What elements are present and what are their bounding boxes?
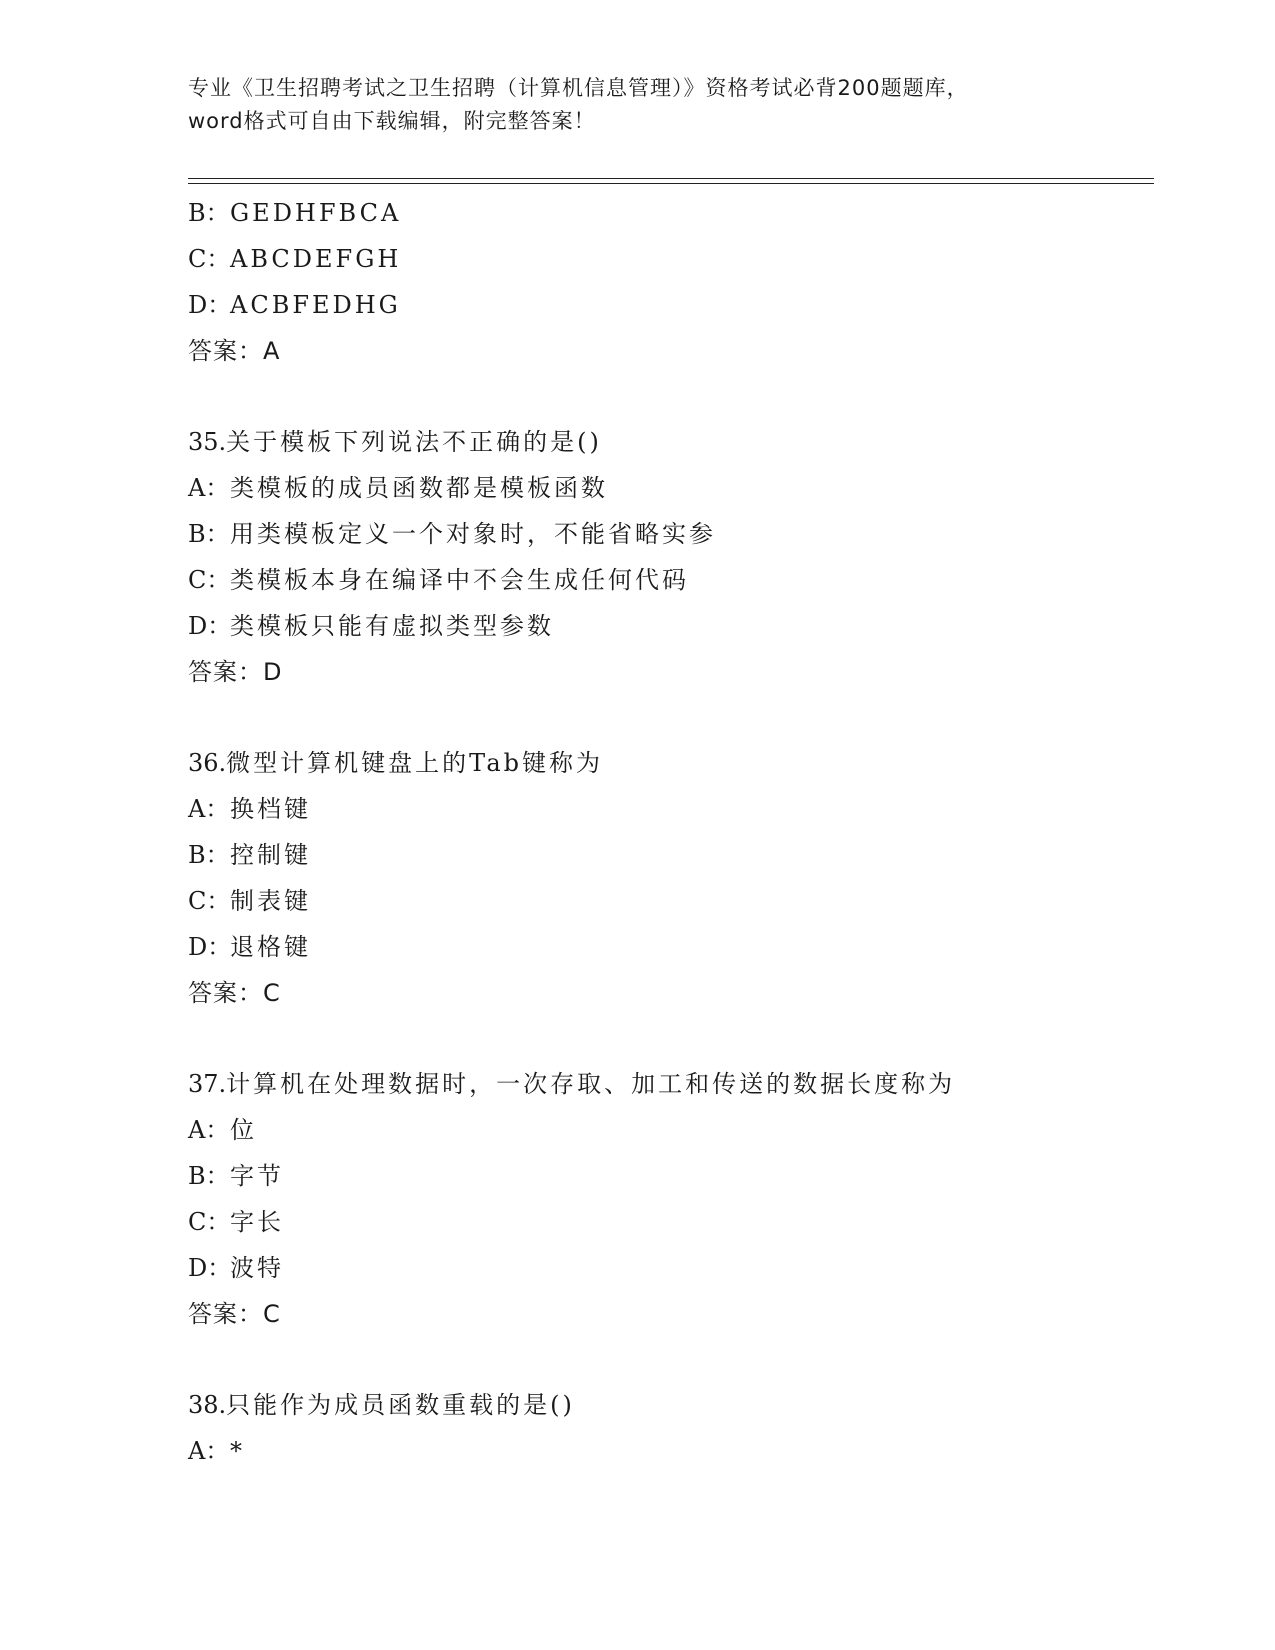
spacer [188, 1337, 1154, 1382]
option-text: 类模板本身在编译中不会生成任何代码 [230, 566, 689, 594]
question-number: 37. [188, 1070, 227, 1098]
question-text: 计算机在处理数据时，一次存取、加工和传送的数据长度称为 [226, 1070, 956, 1098]
answer-line: 答案：C [188, 1300, 281, 1328]
answer-line: 答案：C [188, 979, 281, 1007]
option-letter: C： [188, 566, 231, 594]
option-text: 制表键 [230, 887, 311, 915]
question-stem [188, 419, 1154, 465]
header-title-line-2: word格式可自由下载编辑，附完整答案！ [188, 109, 596, 133]
option-text: ABCDEFGH [230, 245, 402, 273]
document-header [188, 72, 1088, 138]
option-text: 类模板只能有虚拟类型参数 [230, 612, 554, 640]
option-text: 换档键 [230, 795, 311, 823]
question-block-36 [188, 740, 1154, 1016]
option-line [188, 557, 1154, 603]
option-letter: B： [188, 1162, 230, 1190]
option-letter: B： [188, 841, 230, 869]
option-line [188, 511, 1154, 557]
option-line [188, 1199, 1154, 1245]
option-letter: A： [188, 1437, 230, 1465]
question-text: 关于模板下列说法不正确的是() [226, 428, 602, 456]
option-letter: A： [188, 474, 230, 502]
question-text: 只能作为成员函数重载的是() [226, 1391, 575, 1419]
option-line [188, 832, 1154, 878]
option-letter: C： [188, 245, 231, 273]
option-line [188, 190, 1154, 236]
option-letter: C： [188, 887, 231, 915]
option-text: 类模板的成员函数都是模板函数 [230, 474, 608, 502]
option-line [188, 1153, 1154, 1199]
option-letter: D： [188, 933, 232, 961]
answer-line: 答案：A [188, 337, 281, 365]
question-block-38 [188, 1382, 1154, 1474]
option-line [188, 1428, 1154, 1474]
option-text: 位 [230, 1116, 257, 1144]
spacer [188, 374, 1154, 419]
option-line [188, 786, 1154, 832]
option-text: 波特 [230, 1254, 284, 1282]
option-letter: A： [188, 1116, 230, 1144]
question-number: 38. [188, 1391, 227, 1419]
option-text: 退格键 [230, 933, 311, 961]
option-letter: D： [188, 612, 232, 640]
option-line [188, 924, 1154, 970]
question-stem [188, 1382, 1154, 1428]
answer-line: 答案：D [188, 658, 283, 686]
option-text: ACBFEDHG [230, 291, 401, 319]
option-text: 控制键 [230, 841, 311, 869]
option-letter: B： [188, 520, 230, 548]
header-divider-top [188, 178, 1154, 179]
option-text: * [230, 1437, 245, 1465]
option-line [188, 878, 1154, 924]
option-letter: B： [188, 199, 230, 227]
option-text: GEDHFBCA [230, 199, 402, 227]
option-line [188, 236, 1154, 282]
header-title-line-1: 专业《卫生招聘考试之卫生招聘（计算机信息管理）》资格考试必背200题题库， [188, 76, 969, 100]
question-stem [188, 1061, 1154, 1107]
question-number: 36. [188, 749, 227, 777]
question-block-prev [188, 190, 1154, 374]
option-line [188, 1107, 1154, 1153]
option-letter: D： [188, 291, 232, 319]
question-text: 微型计算机键盘上的Tab键称为 [226, 749, 603, 777]
option-letter: C： [188, 1208, 231, 1236]
option-line [188, 282, 1154, 328]
question-number: 35. [188, 428, 227, 456]
option-letter: D： [188, 1254, 232, 1282]
option-text: 用类模板定义一个对象时，不能省略实参 [230, 520, 716, 548]
question-block-37 [188, 1061, 1154, 1337]
question-list [188, 190, 1154, 1474]
spacer [188, 695, 1154, 740]
option-text: 字节 [230, 1162, 284, 1190]
option-text: 字长 [230, 1208, 284, 1236]
option-line [188, 1245, 1154, 1291]
spacer [188, 1016, 1154, 1061]
header-divider-bottom [188, 183, 1154, 184]
question-stem [188, 740, 1154, 786]
option-line [188, 465, 1154, 511]
option-letter: A： [188, 795, 230, 823]
question-block-35 [188, 419, 1154, 695]
option-line [188, 603, 1154, 649]
